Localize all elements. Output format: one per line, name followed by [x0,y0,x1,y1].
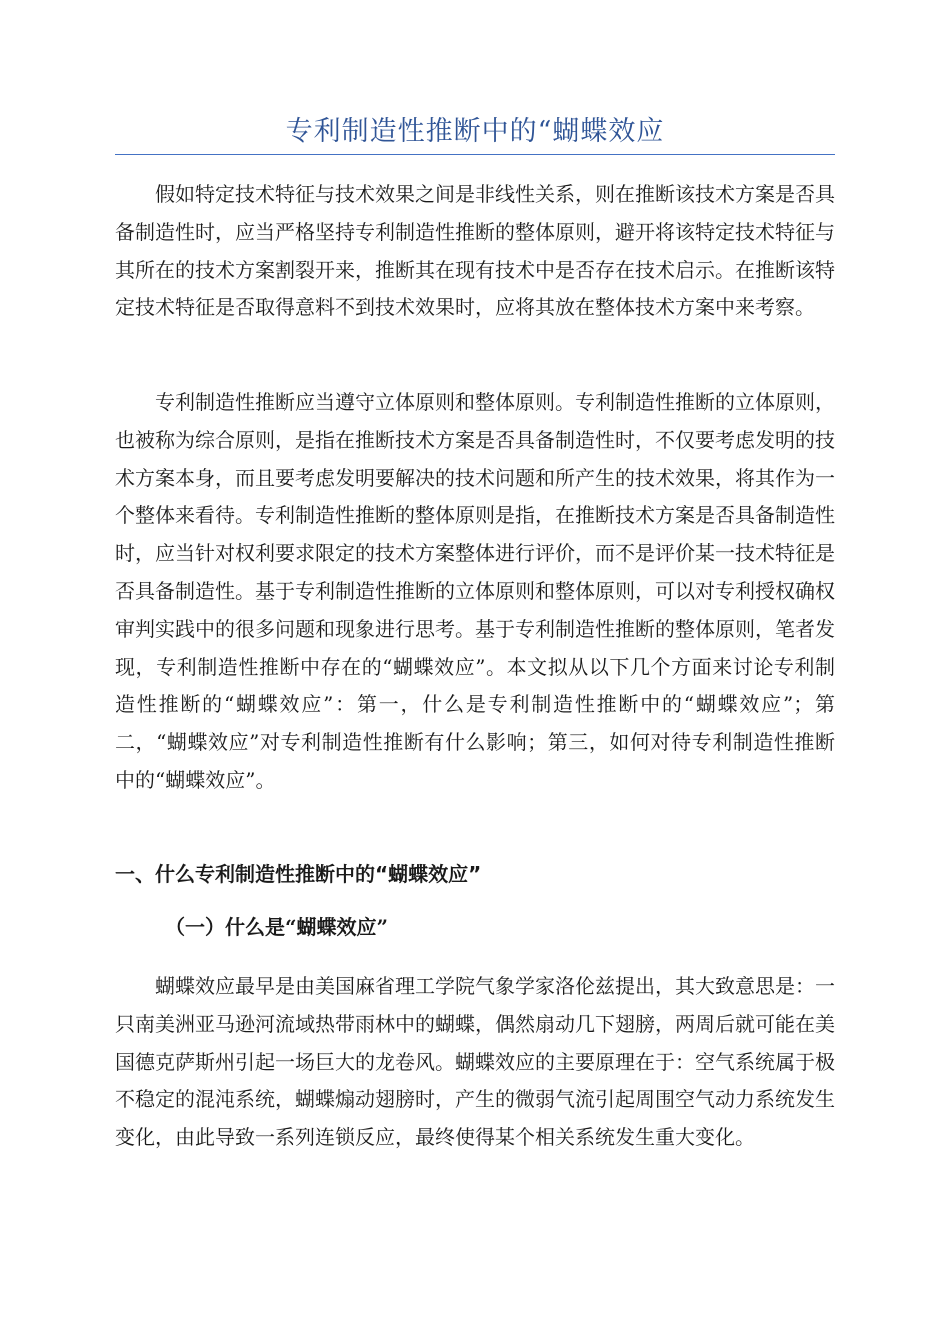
section-heading: 一、什么专利制造性推断中的“蝴蝶效应” [115,862,482,886]
paragraph-2: 专利制造性推断应当遵守立体原则和整体原则。专利制造性推断的立体原则，也被称为综合原则，是指在推断技术方案是否具备制造性时，不仅要考虑发明的技术方案本身，而且要考虑发明要解决的技术问题和所产生的技术效果，将其作为一个整体来看待。专利制造性推断的整体原则是指，在推断技术方案是否具备制造性时，应当针对权利要求限定的技术方案整体进行评价，而不是评价某一技术特征是否具备制造性。基于专利制造性推断的立体原则和整体原则，可以对专利授权确权审判实践中的很多问题和现象进行思考。基于专利制造性推断的整体原则，笔者发现，专利制造性推断中存在的“蝴蝶效应”。本文拟从以下几个方面来讨论专利制造性推断的“蝴蝶效应”：第一，什么是专利制造性推断中的“蝴蝶效应”；第二，“蝴蝶效应”对专利制造性推断有什么影响；第三，如何对待专利制造性推断中的“蝴蝶效应”。 [115,390,835,792]
paragraph-3: 蝴蝶效应最早是由美国麻省理工学院气象学家洛伦兹提出，其大致意思是：一只南美洲亚马逊河流域热带雨林中的蝴蝶，偶然扇动几下翅膀，两周后就可能在美国德克萨斯州引起一场巨大的龙卷风。蝴蝶效应的主要原理在于：空气系统属于极不稳定的混沌系统，蝴蝶煽动翅膀时，产生的微弱气流引起周围空气动力系统发生变化，由此导致一系列连锁反应，最终使得某个相关系统发生重大变化。 [115,974,835,1150]
title-underline [115,154,835,155]
subsection-heading: （一）什么是“蝴蝶效应” [165,915,389,939]
paragraph-1: 假如特定技术特征与技术效果之间是非线性关系，则在推断该技术方案是否具备制造性时，应当严格坚持专利制造性推断的整体原则，避开将该特定技术特征与其所在的技术方案割裂开来，推断其在现有技术中是否存在技术启示。在推断该特定技术特征是否取得意料不到技术效果时，应将其放在整体技术方案中来考察。 [115,182,835,320]
document-title: 专利制造性推断中的“蝴蝶效应 [285,116,665,147]
